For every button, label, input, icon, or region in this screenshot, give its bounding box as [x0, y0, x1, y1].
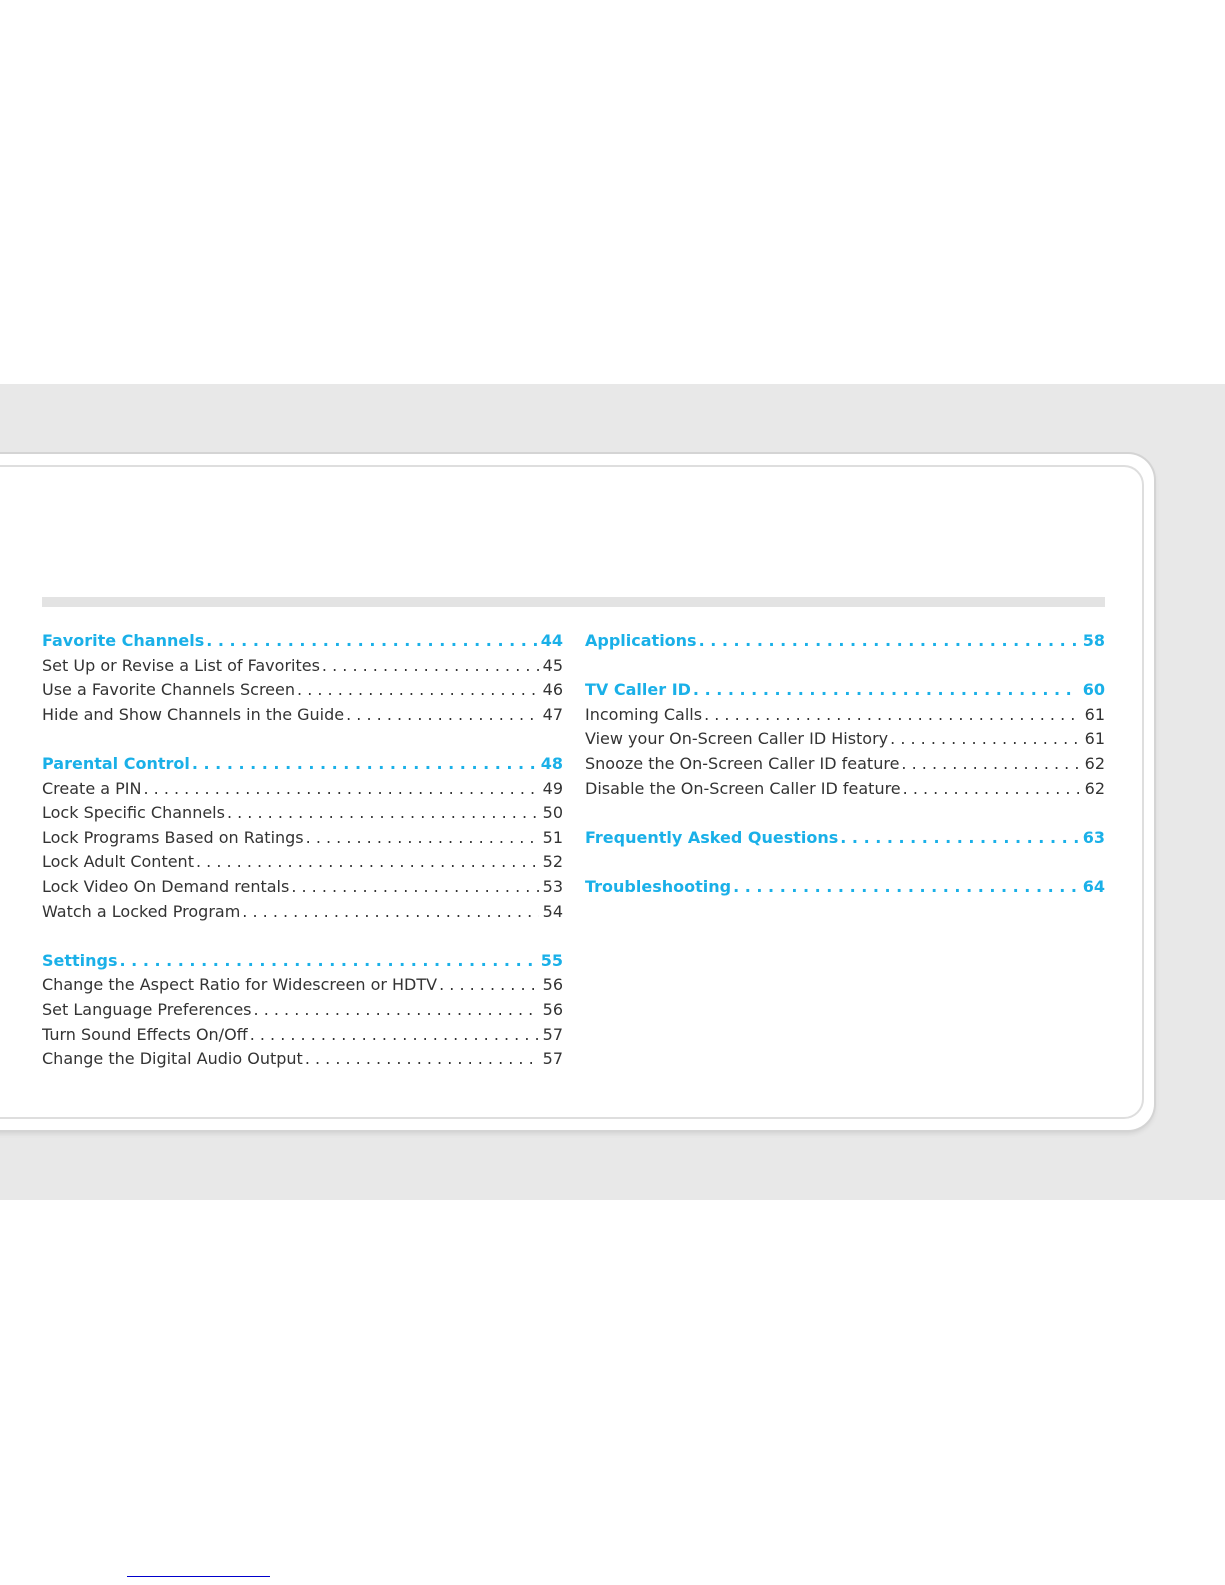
toc-page-number: 58 [1082, 631, 1105, 650]
toc-page-number: 46 [542, 680, 563, 700]
toc-page-number: 56 [542, 975, 563, 995]
toc-entry-label: Settings [42, 950, 118, 970]
toc-entry[interactable] [42, 656, 563, 681]
toc-leader-dots [693, 680, 1079, 699]
toc-page-number: 62 [1084, 778, 1105, 798]
toc-section-heading[interactable] [42, 631, 563, 656]
toc-leader-dots [254, 1000, 539, 1019]
toc-leader-dots [699, 631, 1079, 650]
toc-left-column [42, 631, 563, 1074]
toc-right-column [585, 631, 1105, 902]
toc-page-number: 44 [540, 631, 563, 650]
toc-leader-dots [305, 1049, 539, 1068]
toc-entry[interactable] [42, 1025, 563, 1050]
toc-entry-label: Set Up or Revise a List of Favorites [42, 655, 320, 675]
toc-entry-label: Use a Favorite Channels Screen [42, 680, 296, 700]
toc-leader-dots [901, 754, 1080, 773]
toc-entry[interactable] [42, 828, 563, 853]
toc-section-heading[interactable] [585, 631, 1105, 656]
toc-leader-dots [704, 705, 1081, 724]
toc-leader-dots [143, 779, 538, 798]
toc-entry-label: Troubleshooting [585, 876, 732, 896]
toc-section-heading[interactable] [585, 877, 1105, 902]
toc-entry-label: Incoming Calls [585, 704, 703, 724]
toc-spacer [42, 926, 563, 951]
toc-spacer [42, 729, 563, 754]
toc-leader-dots [250, 1025, 539, 1044]
toc-page-number: 55 [540, 950, 563, 970]
toc-entry-label: Lock Specific Channels [42, 803, 225, 823]
toc-entry[interactable] [42, 1000, 563, 1025]
toc-page-number: 51 [542, 827, 563, 847]
toc-page-number: 64 [1082, 876, 1105, 896]
toc-entry[interactable] [42, 680, 563, 705]
toc-page-number: 52 [542, 852, 563, 872]
toc-section-heading[interactable] [42, 951, 563, 976]
toc-page-number: 45 [542, 655, 563, 675]
toc-entry-label: Lock Video On Demand rentals [42, 876, 290, 896]
toc-page-number: 47 [542, 704, 563, 724]
toc-entry[interactable] [42, 1049, 563, 1074]
toc-leader-dots [242, 902, 538, 921]
toc-page-number: 61 [1084, 704, 1105, 724]
toc-entry-label: View your On-Screen Caller ID History [585, 729, 889, 749]
toc-leader-dots [196, 852, 539, 871]
toc-section-heading[interactable] [585, 828, 1105, 853]
toc-leader-dots [346, 705, 539, 724]
toc-page-number: 60 [1082, 680, 1105, 700]
toc-page-number: 61 [1084, 729, 1105, 749]
toc-leader-dots [439, 975, 539, 994]
toc-page-number: 57 [542, 1024, 563, 1044]
toc-leader-dots [291, 877, 538, 896]
toc-leader-dots [120, 951, 537, 970]
toc-page-number: 53 [542, 876, 563, 896]
toc-entry-label: Hide and Show Channels in the Guide [42, 704, 345, 724]
toc-entry[interactable] [42, 705, 563, 730]
toc-leader-dots [322, 656, 539, 675]
toc-page-number: 49 [542, 778, 563, 798]
toc-entry-label: Change the Aspect Ratio for Widescreen or HDTV [42, 975, 438, 995]
toc-page-number: 57 [542, 1049, 563, 1069]
toc-leader-dots [733, 877, 1079, 896]
toc-entry-label: Snooze the On-Screen Caller ID feature [585, 753, 900, 773]
toc-section-heading[interactable] [42, 754, 563, 779]
toc-entry[interactable] [585, 729, 1105, 754]
toc-spacer [585, 803, 1105, 828]
toc-page-number: 63 [1082, 827, 1105, 847]
toc-page-number: 54 [542, 901, 563, 921]
header-rule [42, 597, 1105, 607]
toc-entry-label: Favorite Channels [42, 631, 205, 650]
toc-entry[interactable] [42, 877, 563, 902]
toc-entry-label: Applications [585, 631, 697, 650]
toc-entry-label: Lock Programs Based on Ratings [42, 827, 304, 847]
toc-entry[interactable] [585, 779, 1105, 804]
toc-entry-label: Create a PIN [42, 778, 142, 798]
toc-leader-dots [206, 631, 537, 650]
footer-link-underline [127, 1576, 270, 1577]
toc-entry-label: Parental Control [42, 753, 190, 773]
toc-entry-label: Change the Digital Audio Output [42, 1049, 303, 1069]
toc-page-number: 62 [1084, 753, 1105, 773]
toc-spacer [585, 852, 1105, 877]
toc-entry-label: Disable the On-Screen Caller ID feature [585, 778, 901, 798]
toc-entry[interactable] [585, 754, 1105, 779]
toc-entry-label: Set Language Preferences [42, 999, 252, 1019]
toc-page-number: 56 [542, 999, 563, 1019]
toc-entry[interactable] [42, 852, 563, 877]
toc-leader-dots [903, 779, 1081, 798]
toc-spacer [585, 656, 1105, 681]
toc-entry-label: Turn Sound Effects On/Off [42, 1024, 248, 1044]
toc-entry[interactable] [42, 975, 563, 1000]
toc-leader-dots [227, 803, 539, 822]
toc-entry-label: Watch a Locked Program [42, 901, 241, 921]
toc-page-number: 48 [540, 753, 563, 773]
toc-entry-label: TV Caller ID [585, 680, 691, 700]
toc-section-heading[interactable] [585, 680, 1105, 705]
toc-entry[interactable] [42, 803, 563, 828]
toc-entry[interactable] [585, 705, 1105, 730]
toc-leader-dots [192, 754, 537, 773]
toc-leader-dots [297, 680, 539, 699]
toc-leader-dots [306, 828, 539, 847]
toc-entry[interactable] [42, 902, 563, 927]
toc-entry-label: Lock Adult Content [42, 852, 194, 872]
toc-entry-label: Frequently Asked Questions [585, 827, 839, 847]
toc-page-number: 50 [542, 803, 563, 823]
toc-leader-dots [840, 828, 1078, 847]
toc-leader-dots [890, 729, 1081, 748]
toc-entry[interactable] [42, 779, 563, 804]
